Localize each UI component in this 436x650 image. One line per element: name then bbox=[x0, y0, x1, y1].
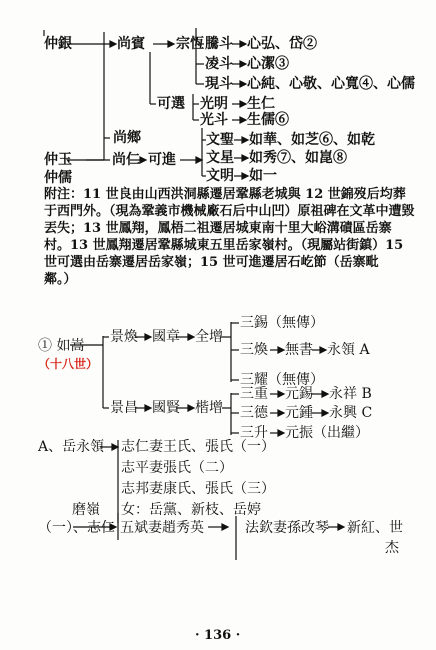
node-xinhong: 心弘、岱② bbox=[247, 36, 317, 52]
node-zhibang: 志邦妻康氏、張氏（三） bbox=[121, 481, 275, 497]
node-yongxing: 永興 C bbox=[329, 405, 373, 421]
node-ruhua: 如華、如芝⑥、如乾 bbox=[249, 132, 375, 148]
node-zongheng: 宗恆 bbox=[176, 36, 204, 52]
node-shengren: 生仁 bbox=[247, 96, 275, 112]
node-yuanxi: 元錫 bbox=[285, 386, 313, 402]
node-wenxing: 文星 bbox=[206, 150, 234, 166]
label-moling: 磨嶺 bbox=[72, 502, 100, 518]
node-wenming: 文明 bbox=[206, 168, 234, 184]
node-shangren: 尚仁 bbox=[112, 152, 140, 168]
node-quanzeng: 全增 bbox=[195, 329, 223, 345]
node-guoxian: 國賢 bbox=[152, 400, 180, 416]
node-zhiping: 志平妻張氏（二） bbox=[121, 460, 233, 476]
generation-tag: （十八世） bbox=[38, 357, 99, 371]
node-kejin: 可進 bbox=[148, 152, 176, 168]
node-lingdou: 凌斗 bbox=[205, 56, 233, 72]
node-zhongru: 仲儒 bbox=[44, 170, 72, 186]
node-sanhuan: 三煥 bbox=[240, 342, 268, 358]
annotation-notes bbox=[44, 186, 416, 288]
node-shangxiang: 尚鄉 bbox=[113, 130, 141, 146]
node-guangdou: 光斗 bbox=[200, 112, 228, 128]
node-shengru: 生儒⑥ bbox=[247, 112, 289, 128]
node-sansheng: 三升 bbox=[240, 425, 268, 441]
node-zhongyu: 仲玉 bbox=[44, 152, 72, 168]
node-tengdou: 騰斗 bbox=[205, 36, 233, 52]
node-ruxiu: 如秀⑦、如崑⑧ bbox=[249, 150, 347, 166]
node-kaizeng: 楷增 bbox=[195, 400, 223, 416]
node-yuanzhen: 元振（出繼） bbox=[285, 425, 369, 441]
node-xinchun: 心純、心敬、心寬④、心儒 bbox=[247, 76, 415, 92]
node-sanyao: 三耀（無傳） bbox=[240, 372, 324, 388]
node-rusong: ① 如嵩 bbox=[38, 338, 85, 354]
node-wubin: 五斌妻趙秀英 bbox=[120, 520, 204, 536]
note-line: 鄰。） bbox=[44, 272, 77, 287]
note-line: 附注：11 世良由山西洪洞縣遷居鞏縣老城與 12 世錦歿后均葬 bbox=[44, 187, 406, 202]
node-sanxi: 三錫（無傳） bbox=[240, 315, 324, 331]
node-zhiren-sub: （一）、志仁 bbox=[38, 520, 115, 536]
node-xiandou: 現斗 bbox=[205, 76, 233, 92]
node-zhiren: 志仁妻王氏、張氏（一） bbox=[121, 439, 275, 455]
note-line: 世可選由岳寨遷居岳家嶺；15 世可進遷居石屹節（岳寨毗 bbox=[44, 255, 379, 270]
node-jingchang: 景昌 bbox=[110, 400, 138, 416]
node-ruyi: 如一 bbox=[249, 168, 277, 184]
node-sande: 三德 bbox=[240, 405, 268, 421]
node-shangbin: 尚賓 bbox=[117, 36, 145, 52]
node-guozhang: 國章 bbox=[152, 329, 180, 345]
node-jinghuan: 景煥 bbox=[110, 329, 138, 345]
node-wushu: 無書 bbox=[285, 342, 313, 358]
node-jie: 杰 bbox=[385, 540, 399, 556]
node-guangming: 光明 bbox=[200, 96, 228, 112]
page-number: · 136 · bbox=[195, 628, 241, 643]
node-xinhong: 新紅、世 bbox=[347, 520, 403, 536]
node-wensheng: 文聖 bbox=[206, 132, 234, 148]
note-line: 村。13 世鳳翔遷居鞏縣城東五里岳家嶺村。（現屬站街鎮）15 bbox=[44, 238, 404, 253]
node-daughters: 女：岳黨、新枝、岳婷 bbox=[121, 502, 261, 518]
node-faqin: 法欽妻孫改琴 bbox=[245, 520, 329, 536]
node-yuanzhong: 元鍾 bbox=[285, 405, 313, 421]
node-yueyongling: A、岳永領 bbox=[38, 439, 105, 455]
note-line: 于西門外。（現為鞏義市機械廠石后中山凹）原祖碑在文革中遭毀 bbox=[44, 204, 415, 219]
node-sanzhong: 三重 bbox=[240, 386, 268, 402]
node-xinjie: 心潔③ bbox=[247, 56, 289, 72]
node-zhongyin: 仲銀 bbox=[44, 36, 72, 52]
node-yongxiang: 永祥 B bbox=[329, 386, 372, 402]
node-kexuan: 可選 bbox=[157, 96, 185, 112]
note-line: 丟失；13 世鳳翔，鳳梧二祖遷居城東南十里大峪溝磧區岳寨 bbox=[44, 221, 392, 236]
node-yongling: 永領 A bbox=[327, 342, 370, 358]
